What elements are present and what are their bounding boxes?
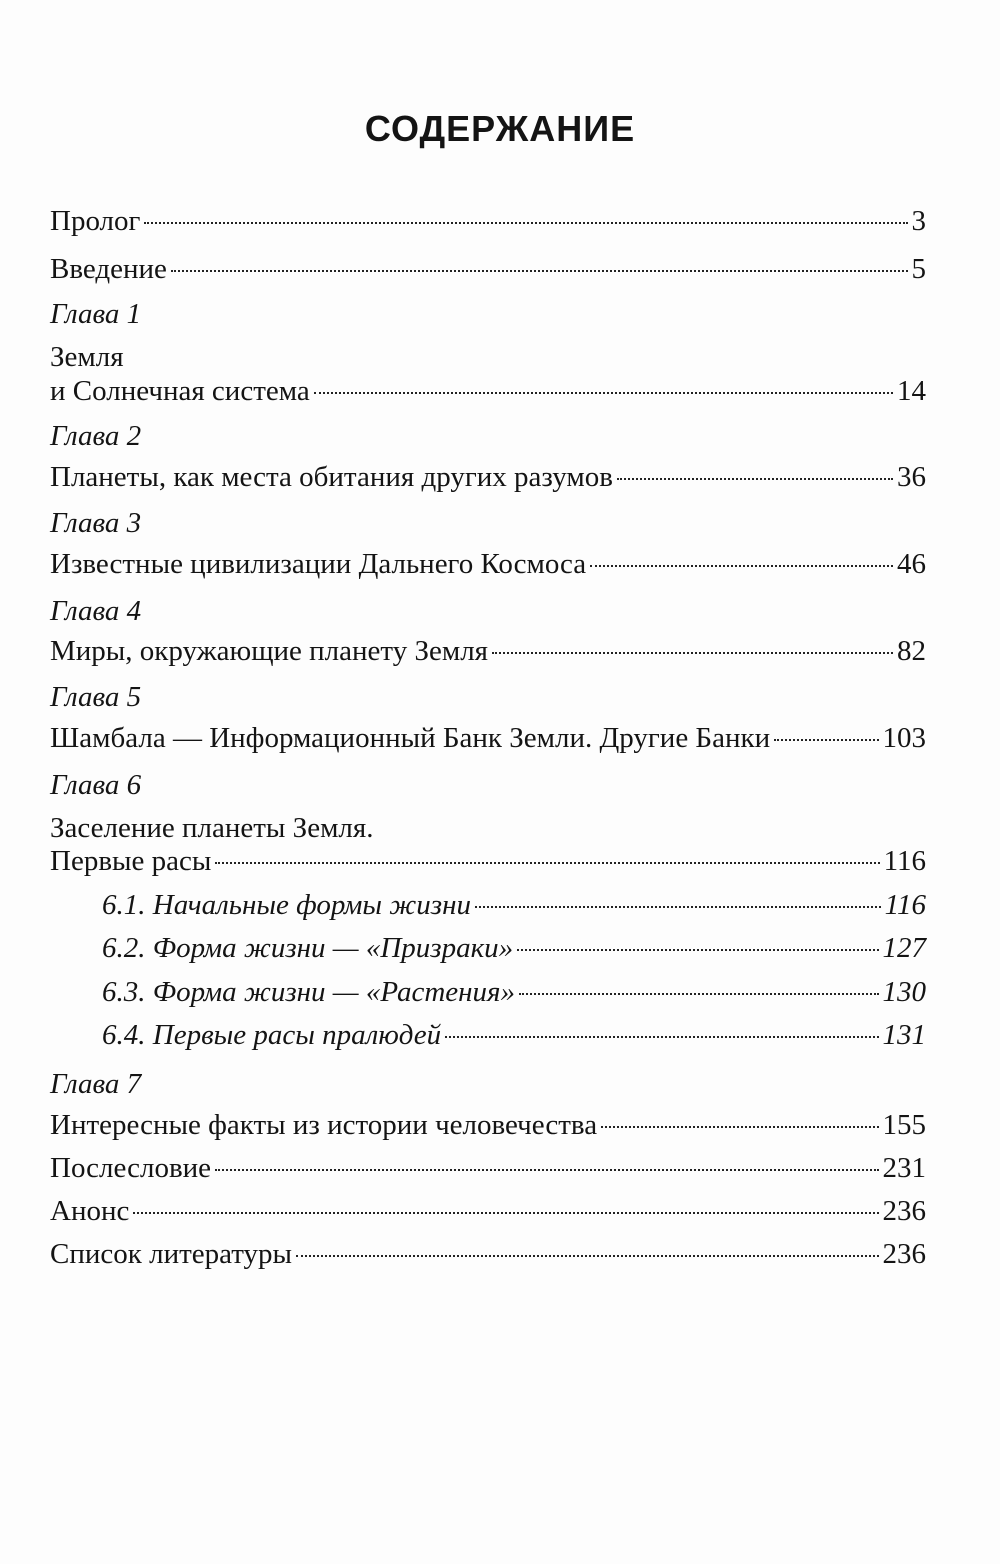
toc-page-number: 127 <box>882 932 926 964</box>
toc-subentry[interactable] <box>102 888 926 922</box>
dot-leader <box>601 1125 878 1128</box>
toc-entry-chapter-7[interactable] <box>50 1108 926 1142</box>
dot-leader <box>590 564 893 567</box>
toc-page-number: 3 <box>911 205 926 237</box>
toc-page-number: 5 <box>911 253 926 285</box>
chapter-heading: Глава 7 <box>50 1068 142 1100</box>
toc-entry-label: Послесловие <box>50 1152 212 1184</box>
toc-page-number: 82 <box>897 635 926 667</box>
toc-page-number: 130 <box>882 976 926 1008</box>
toc-entry-label: Список литературы <box>50 1238 293 1270</box>
dot-leader <box>445 1035 878 1038</box>
toc-entry-prolog[interactable] <box>50 204 926 238</box>
toc-page-number: 116 <box>884 889 926 921</box>
toc-entry-label: 6.1. Начальные формы жизни <box>102 889 471 921</box>
toc-page-number: 236 <box>882 1238 926 1270</box>
dot-leader <box>215 1168 878 1171</box>
toc-entry-chapter-3[interactable] <box>50 547 926 581</box>
toc-entry-label-line: Заселение планеты Земля. <box>50 812 374 844</box>
toc-page-number: 14 <box>897 375 926 407</box>
toc-entry-label: 6.3. Форма жизни — «Растения» <box>102 976 516 1008</box>
toc-entry-label: Шамбала — Информационный Банк Земли. Другие Банки <box>50 722 771 754</box>
toc-entry-chapter-2[interactable] <box>50 460 926 494</box>
toc-entry-intro[interactable] <box>50 252 926 286</box>
toc-entry-label: Планеты, как места обитания других разумов <box>50 461 613 493</box>
toc-entry-label: 6.4. Первые расы пралюдей <box>102 1019 442 1051</box>
chapter-heading: Глава 1 <box>50 298 142 330</box>
page-title: СОДЕРЖАНИЕ <box>364 108 636 149</box>
chapter-heading: Глава 2 <box>50 420 142 452</box>
toc-entry-label: Интересные факты из истории человечества <box>50 1109 598 1141</box>
dot-leader <box>475 905 881 908</box>
toc-entry-label: Пролог <box>50 205 141 237</box>
toc-page-number: 155 <box>882 1109 926 1141</box>
dot-leader <box>492 651 893 654</box>
toc-entry-label: 6.2. Форма жизни — «Призраки» <box>102 932 514 964</box>
dot-leader <box>296 1254 878 1257</box>
chapter-heading: Глава 3 <box>50 507 142 539</box>
dot-leader <box>215 861 879 864</box>
toc-entry-chapter-4[interactable] <box>50 634 926 668</box>
dot-leader <box>144 221 907 224</box>
toc-entry-announce[interactable] <box>50 1194 926 1228</box>
chapter-heading: Глава 6 <box>50 769 142 801</box>
toc-page-number: 46 <box>897 548 926 580</box>
toc-entry-chapter-6[interactable] <box>50 844 926 878</box>
toc-entry-afterword[interactable] <box>50 1151 926 1185</box>
toc-subentry[interactable] <box>102 1018 926 1052</box>
dot-leader <box>519 992 878 995</box>
toc-entry-label: и Солнечная система <box>50 375 310 407</box>
toc-page-number: 236 <box>882 1195 926 1227</box>
dot-leader <box>171 269 908 272</box>
toc-subentry[interactable] <box>102 975 926 1009</box>
toc-subentry[interactable] <box>102 931 926 965</box>
dot-leader <box>617 477 893 480</box>
toc-entry-label: Введение <box>50 253 167 285</box>
dot-leader <box>774 738 878 741</box>
toc-page-number: 103 <box>882 722 926 754</box>
toc-entry-label: Первые расы <box>50 845 212 877</box>
toc-entry-chapter-5[interactable] <box>50 721 926 755</box>
toc-page-number: 131 <box>882 1019 926 1051</box>
toc-entry-label: Миры, окружающие планету Земля <box>50 635 489 667</box>
toc-entry-label: Известные цивилизации Дальнего Космоса <box>50 548 587 580</box>
chapter-heading: Глава 5 <box>50 681 142 713</box>
toc-page-number: 231 <box>882 1152 926 1184</box>
toc-page-number: 36 <box>897 461 926 493</box>
toc-entry-label: Анонс <box>50 1195 130 1227</box>
dot-leader <box>133 1211 878 1214</box>
toc-entry-label-line: Земля <box>50 341 124 373</box>
toc-entry-chapter-1[interactable] <box>50 374 926 408</box>
chapter-heading: Глава 4 <box>50 595 142 627</box>
dot-leader <box>517 948 878 951</box>
toc-page-number: 116 <box>883 845 926 877</box>
toc-entry-literature[interactable] <box>50 1237 926 1271</box>
dot-leader <box>314 391 893 394</box>
